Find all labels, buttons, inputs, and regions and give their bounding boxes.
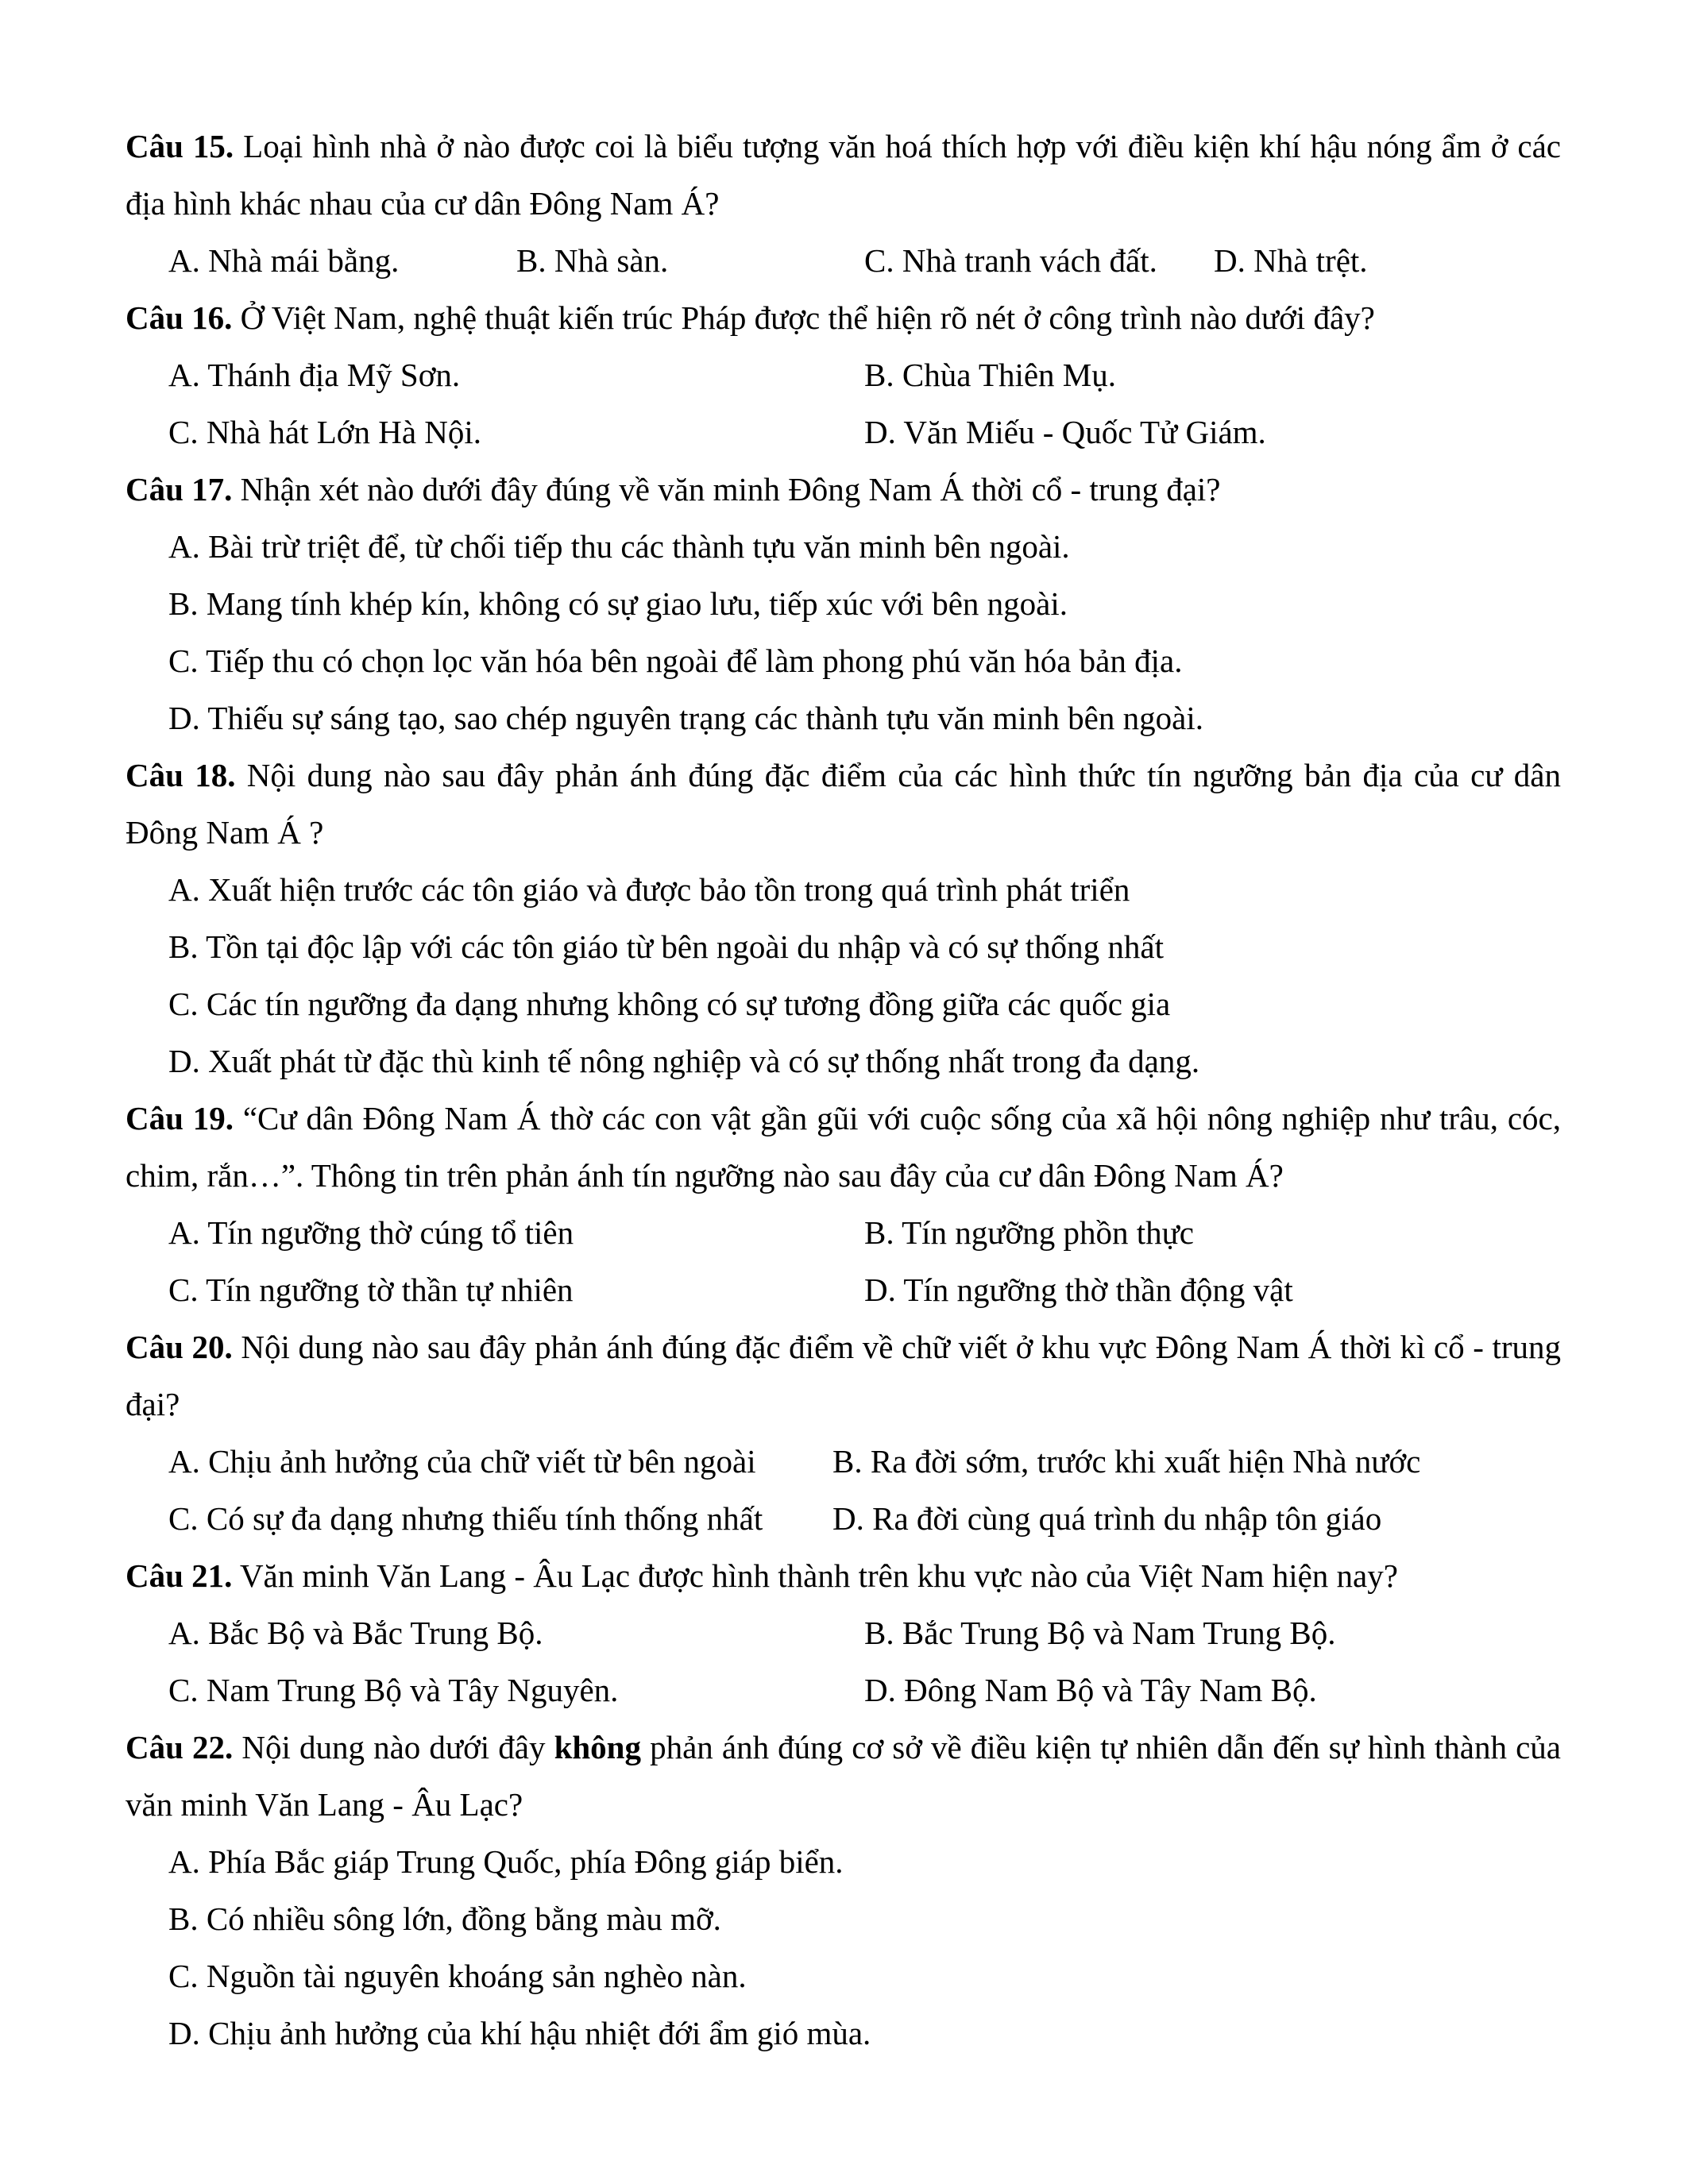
options-grid — [126, 1433, 1561, 1547]
option-b: B. Mang tính khép kín, không có sự giao lưu, tiếp xúc với bên ngoài. — [168, 585, 1068, 622]
question-stem — [126, 1090, 1561, 1204]
option-a: A. Thánh địa Mỹ Sơn. — [168, 357, 461, 393]
option-c: C. Nhà tranh vách đất. — [864, 242, 1157, 279]
question-22 — [126, 1719, 1561, 2062]
option-b: B. Bắc Trung Bộ và Nam Trung Bộ. — [864, 1615, 1336, 1651]
question-stem-text-post: phản ánh đúng cơ sở về điều kiện tự nhiên dẫn đến sự hình thành của văn minh Văn Lang - Âu Lạc? — [126, 1729, 1561, 1823]
options-row — [126, 232, 1561, 289]
option-b: B. Tồn tại độc lập với các tôn giáo từ bên ngoài du nhập và có sự thống nhất — [168, 928, 1164, 965]
question-18 — [126, 747, 1561, 1090]
options-stack — [126, 518, 1561, 747]
option-a: A. Phía Bắc giáp Trung Quốc, phía Đông giáp biển. — [168, 1843, 844, 1880]
option-d: D. Thiếu sự sáng tạo, sao chép nguyên trạng các thành tựu văn minh bên ngoài. — [168, 700, 1203, 736]
option-d: D. Đông Nam Bộ và Tây Nam Bộ. — [864, 1672, 1317, 1708]
question-number: Câu 18. — [126, 757, 236, 793]
option-b: B. Có nhiều sông lớn, đồng bằng màu mỡ. — [168, 1900, 721, 1937]
option-d: D. Xuất phát từ đặc thù kinh tế nông nghiệp và có sự thống nhất trong đa dạng. — [168, 1043, 1200, 1079]
option-d: D. Ra đời cùng quá trình du nhập tôn giáo — [832, 1500, 1382, 1537]
question-stem — [126, 1318, 1561, 1433]
option-d: D. Tín ngưỡng thờ thần động vật — [864, 1271, 1293, 1308]
question-stem-text: Nội dung nào sau đây phản ánh đúng đặc điểm về chữ viết ở khu vực Đông Nam Á thời kì cổ - trung đại? — [126, 1329, 1562, 1422]
options-grid — [126, 346, 1561, 461]
question-stem — [126, 1719, 1561, 1833]
option-c: C. Nam Trung Bộ và Tây Nguyên. — [168, 1672, 619, 1708]
option-b: B. Ra đời sớm, trước khi xuất hiện Nhà nước — [832, 1443, 1421, 1480]
question-15 — [126, 118, 1561, 289]
question-stem-text: Nội dung nào sau đây phản ánh đúng đặc điểm của các hình thức tín ngưỡng bản địa của cư dân Đông Nam Á ? — [126, 757, 1561, 851]
question-stem — [126, 1547, 1561, 1604]
option-a: A. Xuất hiện trước các tôn giáo và được bảo tồn trong quá trình phát triển — [168, 871, 1130, 908]
option-d: D. Văn Miếu - Quốc Tử Giám. — [864, 414, 1266, 450]
option-a: A. Chịu ảnh hưởng của chữ viết từ bên ngoài — [168, 1443, 756, 1480]
option-c: C. Các tín ngưỡng đa dạng nhưng không có sự tương đồng giữa các quốc gia — [168, 986, 1171, 1022]
options-stack — [126, 1833, 1561, 2062]
option-a: A. Nhà mái bằng. — [168, 242, 400, 279]
question-stem-text: “Cư dân Đông Nam Á thờ các con vật gần gũi với cuộc sống của xã hội nông nghiệp như trâu, cóc, chim, rắn…”. Thông tin trên phản ánh tín ngưỡng nào sau đây của cư dân Đông Nam Á? — [126, 1100, 1561, 1194]
option-c: C. Tín ngưỡng tờ thần tự nhiên — [168, 1271, 574, 1308]
option-b: B. Chùa Thiên Mụ. — [864, 357, 1116, 393]
options-grid — [126, 1204, 1561, 1318]
question-stem-text: Ở Việt Nam, nghệ thuật kiến trúc Pháp được thể hiện rõ nét ở công trình nào dưới đây? — [240, 299, 1375, 336]
question-20 — [126, 1318, 1561, 1547]
option-c: C. Nguồn tài nguyên khoáng sản nghèo nàn. — [168, 1958, 747, 1994]
question-stem-text: Loại hình nhà ở nào được coi là biểu tượng văn hoá thích hợp với điều kiện khí hậu nóng ẩm ở các địa hình khác nhau của cư dân Đông Nam Á? — [126, 128, 1561, 222]
question-stem-text: Nhận xét nào dưới đây đúng về văn minh Đông Nam Á thời cổ - trung đại? — [240, 471, 1221, 507]
options-grid — [126, 1604, 1561, 1719]
question-stem-bold-word: không — [554, 1729, 641, 1765]
option-d: D. Nhà trệt. — [1214, 242, 1368, 279]
question-number: Câu 21. — [126, 1557, 233, 1594]
option-a: A. Bài trừ triệt để, từ chối tiếp thu các thành tựu văn minh bên ngoài. — [168, 528, 1070, 565]
question-stem-text-pre: Nội dung nào dưới đây — [241, 1729, 554, 1765]
option-c: C. Có sự đa dạng nhưng thiếu tính thống nhất — [168, 1500, 763, 1537]
question-17 — [126, 461, 1561, 747]
option-c: C. Tiếp thu có chọn lọc văn hóa bên ngoài để làm phong phú văn hóa bản địa. — [168, 642, 1183, 679]
option-b: B. Tín ngưỡng phồn thực — [864, 1214, 1195, 1251]
question-19 — [126, 1090, 1561, 1318]
question-stem-text: Văn minh Văn Lang - Âu Lạc được hình thành trên khu vực nào của Việt Nam hiện nay? — [239, 1557, 1398, 1594]
option-a: A. Bắc Bộ và Bắc Trung Bộ. — [168, 1615, 543, 1651]
question-number: Câu 19. — [126, 1100, 234, 1136]
question-number: Câu 15. — [126, 128, 234, 164]
question-number: Câu 16. — [126, 299, 233, 336]
question-number: Câu 22. — [126, 1729, 234, 1765]
question-stem — [126, 461, 1561, 518]
option-b: B. Nhà sàn. — [516, 242, 669, 279]
question-21 — [126, 1547, 1561, 1719]
options-stack — [126, 861, 1561, 1090]
option-c: C. Nhà hát Lớn Hà Nội. — [168, 414, 482, 450]
question-number: Câu 20. — [126, 1329, 233, 1365]
question-number: Câu 17. — [126, 471, 233, 507]
option-d: D. Chịu ảnh hưởng của khí hậu nhiệt đới ẩm gió mùa. — [168, 2015, 871, 2051]
question-stem — [126, 747, 1561, 861]
question-stem — [126, 289, 1561, 346]
option-a: A. Tín ngưỡng thờ cúng tổ tiên — [168, 1214, 574, 1251]
question-16 — [126, 289, 1561, 461]
question-stem — [126, 118, 1561, 232]
